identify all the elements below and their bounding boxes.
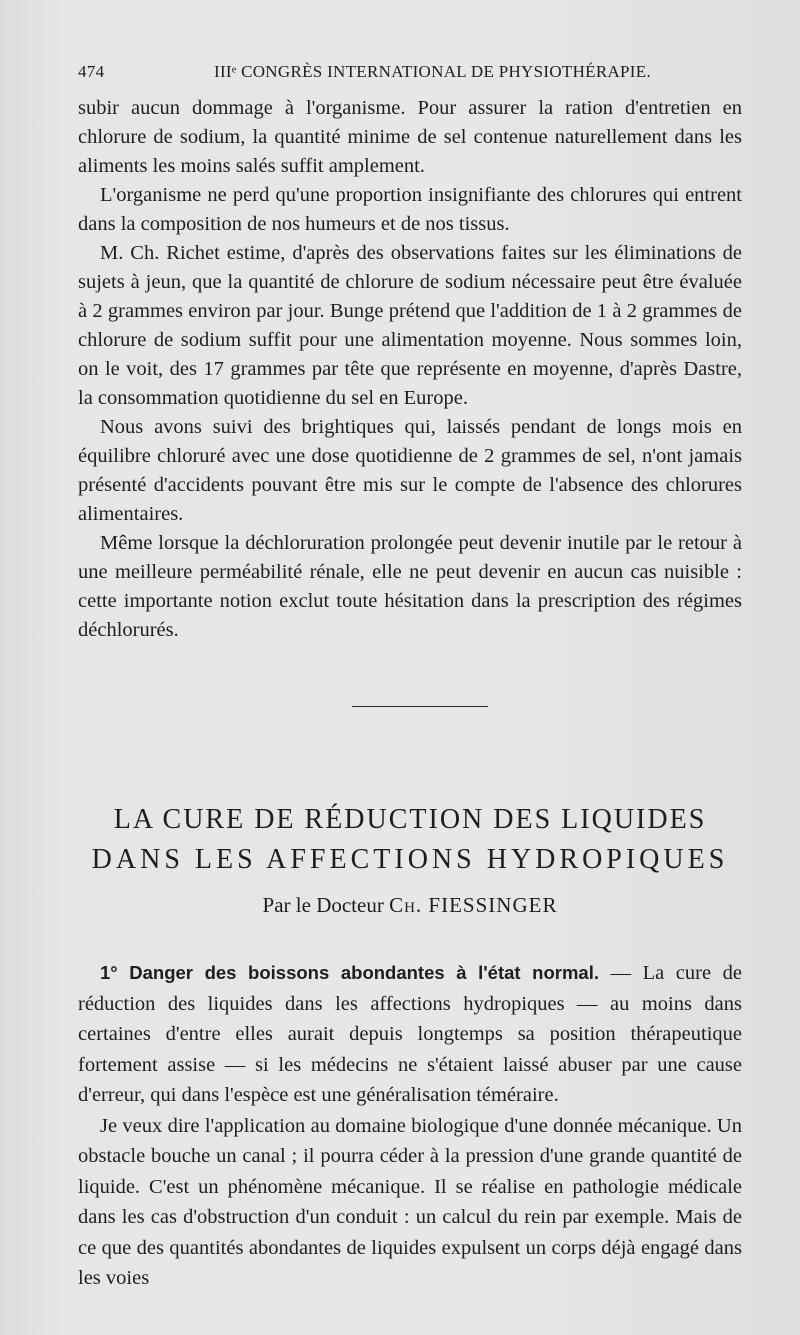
paragraph: L'organisme ne perd qu'une proportion insignifiante des chlorures qui entrent dans la composition de nos humeurs et de nos tissus. (78, 184, 742, 235)
paragraph: subir aucun dommage à l'organisme. Pour assurer la ration d'entretien en chlorure de sodium, la quantité minime de sel contenue naturellement dans les aliments les moins salés suffit amplement. (78, 97, 742, 177)
paragraph (78, 958, 742, 1111)
body-text-top (78, 94, 742, 645)
byline (78, 893, 742, 918)
paragraph: Je veux dire l'application au domaine biologique d'une donnée mécanique. Un obstacle bouche un canal ; il pourra céder à la pression d'une grande quantité de liquide. C'est un phénomène mécanique. Il se réalise en pathologie médicale dans les cas d'obstruction d'un conduit : un calcul du rein par exemple. Mais de ce que des quantités abondantes de liquides expulsent un corps déjà engagé dans les voies (78, 1114, 742, 1289)
running-title: IIIᵉ CONGRÈS INTERNATIONAL DE PHYSIOTHÉRAPIE. (214, 62, 652, 81)
section-heading: 1° Danger des boissons abondantes à l'état normal. (100, 962, 599, 983)
running-head (78, 62, 742, 86)
paragraph: Nous avons suivi des brightiques qui, laissés pendant de longs mois en équilibre chloruré avec une dose quotidienne de 2 grammes de sel, n'ont jamais présenté d'accidents pouvant être mis sur le compte de l'absence des chlorures alimentaires. (78, 416, 742, 525)
section-divider (352, 706, 488, 707)
page-number: 474 (78, 62, 105, 81)
article-title-line-1: LA CURE DE RÉDUCTION DES LIQUIDES (113, 804, 707, 835)
section-heading-continuation: — La cure de réduction des liquides dans les affections hydropiques — au moins dans certaines d'entre elles aurait depuis longtemps sa position thérapeutique fortement assise — si les médecins ne s'étaient laissé abuser par une cause d'erreur, qui dans l'espèce est une généralisation téméraire. (78, 962, 742, 1106)
body-text-article (78, 958, 742, 1294)
byline-prefix: Par le Docteur (262, 893, 384, 917)
paragraph: M. Ch. Richet estime, d'après des observations faites sur les éliminations de sujets à jeun, que la quantité de chlorure de sodium nécessaire peut être évaluée à 2 grammes environ par jour. Bunge prétend que l'addition de 1 à 2 grammes de chlorure de sodium suffit pour une alimentation moyenne. Nous sommes loin, on le voit, des 17 grammes par tête que représente en moyenne, d'après Dastre, la consommation quotidienne du sel en Europe. (78, 242, 742, 409)
article-title-line-2: DANS LES AFFECTIONS HYDROPIQUES (91, 844, 729, 875)
byline-author: Ch. FIESSINGER (389, 893, 558, 917)
paragraph: Même lorsque la déchloruration prolongée peut devenir inutile par le retour à une meilleure perméabilité rénale, elle ne peut devenir en aucun cas nuisible : cette importante notion exclut toute hésitation dans la prescription des régimes déchlorurés. (78, 532, 742, 641)
